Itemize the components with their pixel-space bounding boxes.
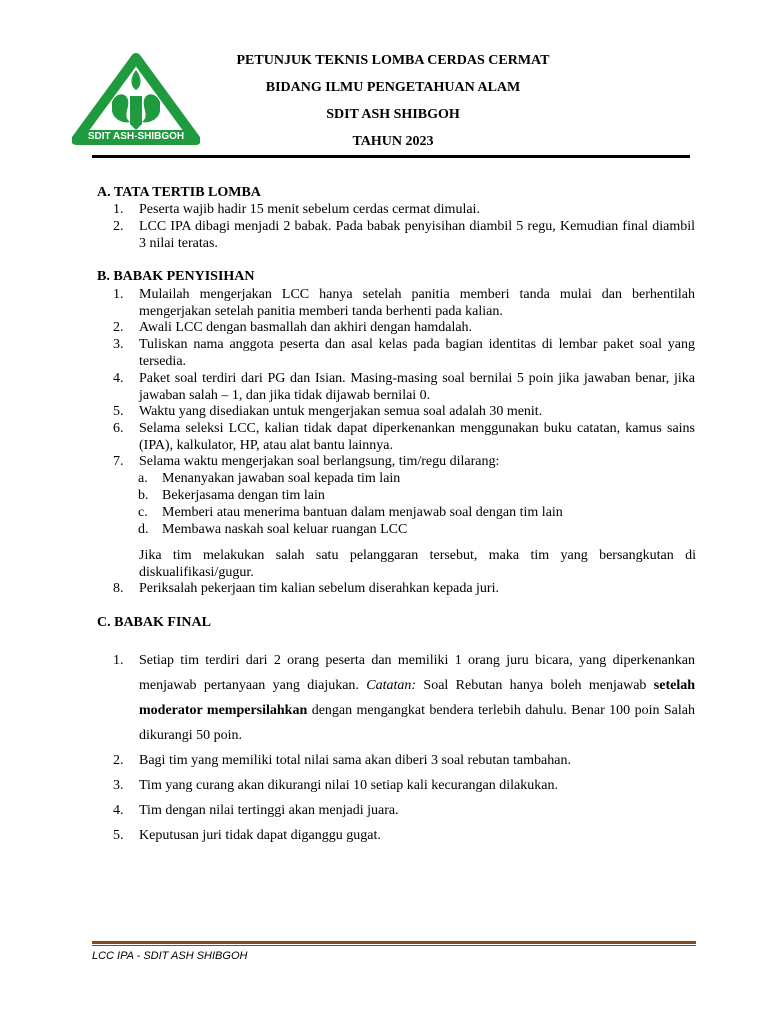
list-text: LCC IPA dibagi menjadi 2 babak. Pada babak penyisihan diambil 5 regu, Kemudian final diambil 3 nilai teratas.	[139, 219, 695, 251]
sub-list-letter: c.	[138, 505, 148, 520]
list-number: 2.	[113, 219, 124, 234]
section-a-title: A. TATA TERTIB LOMBA	[97, 185, 261, 200]
list-item	[113, 219, 695, 252]
text-part: dengan mengangkat bendera terlebih dahulu. Benar 100 poin Salah dikurangi 50 poin.	[139, 703, 695, 743]
list-item	[113, 202, 695, 219]
list-text: Keputusan juri tidak dapat diganggu gugat.	[139, 828, 381, 843]
list-number: 8.	[113, 581, 124, 596]
list-number: 1.	[113, 653, 124, 668]
sub-list-text: Membawa naskah soal keluar ruangan LCC	[162, 522, 408, 537]
list-number: 4.	[113, 371, 124, 386]
disqualification-note: Jika tim melakukan salah satu pelanggaran tersebut, maka tim yang bersangkutan di diskualifikasi/gugur.	[139, 548, 696, 580]
list-text: Selama seleksi LCC, kalian tidak dapat diperkenankan menggunakan buku catatan, kamus sains (IPA), kalkulator, HP, atau alat bantu lainnya.	[139, 421, 695, 453]
list-number: 1.	[113, 287, 124, 302]
sub-list-text: Bekerjasama dengan tim lain	[162, 488, 325, 503]
list-number: 3.	[113, 337, 124, 352]
sub-list-text: Menanyakan jawaban soal kepada tim lain	[162, 471, 401, 486]
list-text	[139, 648, 695, 748]
sub-list-item	[138, 488, 698, 505]
logo-text: SDIT ASH-SHIBGOH	[87, 131, 185, 142]
list-text: Peserta wajib hadir 15 menit sebelum cerdas cermat dimulai.	[139, 202, 480, 217]
text-part: Setiap tim terdiri dari 2 orang peserta dan memiliki 1 orang juru bicara, yang diperkenankan menjawab pertanyaan yang diajukan.	[139, 653, 695, 693]
list-item	[113, 648, 695, 748]
list-number: 2.	[113, 320, 124, 335]
doc-title-line-4: TAHUN 2023	[352, 134, 434, 149]
sub-list-letter: b.	[138, 488, 149, 503]
list-number: 2.	[113, 753, 124, 768]
list-text: Tim dengan nilai tertinggi akan menjadi juara.	[139, 803, 399, 818]
list-item	[113, 371, 695, 404]
list-text: Periksalah pekerjaan tim kalian sebelum diserahkan kepada juri.	[139, 581, 499, 596]
list-text: Selama waktu mengerjakan soal berlangsung, tim/regu dilarang:	[139, 454, 500, 469]
list-number: 1.	[113, 202, 124, 217]
list-item	[113, 287, 695, 320]
list-text: Tuliskan nama anggota peserta dan asal kelas pada bagian identitas di lembar paket soal yang tersedia.	[139, 337, 695, 369]
list-text: Mulailah mengerjakan LCC hanya setelah panitia memberi tanda mulai dan berhentilah mengerjakan setelah panitia memberi tanda berhenti pada kalian.	[139, 287, 695, 319]
footer-divider-thin	[92, 945, 696, 946]
list-item	[113, 421, 695, 454]
doc-title-line-1: PETUNJUK TEKNIS LOMBA CERDAS CERMAT	[236, 53, 550, 68]
section-b-title: B. BABAK PENYISIHAN	[97, 269, 255, 284]
list-text: Waktu yang disediakan untuk mengerjakan semua soal adalah 30 menit.	[139, 404, 543, 419]
sub-list-item	[138, 471, 698, 488]
list-item	[113, 454, 695, 471]
footer-divider-thick	[92, 941, 696, 944]
sub-list-text: Memberi atau menerima bantuan dalam menjawab soal dengan tim lain	[162, 505, 563, 520]
list-number: 3.	[113, 778, 124, 793]
list-number: 5.	[113, 404, 124, 419]
doc-title-line-2: BIDANG ILMU PENGETAHUAN ALAM	[265, 80, 521, 95]
list-number: 6.	[113, 421, 124, 436]
text-part: Soal Rebutan hanya boleh menjawab	[416, 678, 654, 693]
list-number: 7.	[113, 454, 124, 469]
list-text: Bagi tim yang memiliki total nilai sama akan diberi 3 soal rebutan tambahan.	[139, 753, 571, 768]
list-text: Tim yang curang akan dikurangi nilai 10 setiap kali kecurangan dilakukan.	[139, 778, 558, 793]
sub-list-item	[138, 505, 698, 522]
sub-list-letter: a.	[138, 471, 148, 486]
sub-list-item	[138, 522, 698, 539]
emphasis-text: setelah moderator mempersilahkan	[139, 678, 696, 718]
sub-list-letter: d.	[138, 522, 149, 537]
list-item	[113, 798, 695, 823]
list-text: Awali LCC dengan basmallah dan akhiri dengan hamdalah.	[139, 320, 473, 335]
list-item	[113, 404, 695, 421]
list-text: Paket soal terdiri dari PG dan Isian. Masing-masing soal bernilai 5 poin jika jawaban benar, jika jawaban salah – 1, dan jika tidak dijawab bernilai 0.	[139, 371, 695, 403]
catatan-label: Catatan:	[366, 678, 417, 693]
section-c-title: C. BABAK FINAL	[97, 615, 211, 630]
doc-title-line-3: SDIT ASH SHIBGOH	[326, 107, 460, 122]
list-item	[113, 823, 695, 848]
header-divider	[92, 155, 690, 158]
list-number: 4.	[113, 803, 124, 818]
list-item	[113, 337, 695, 370]
list-item	[113, 320, 695, 337]
list-item	[113, 581, 695, 598]
footer-text: LCC IPA - SDIT ASH SHIBGOH	[92, 950, 248, 962]
list-item	[113, 773, 695, 798]
list-item	[113, 748, 695, 773]
list-number: 5.	[113, 828, 124, 843]
